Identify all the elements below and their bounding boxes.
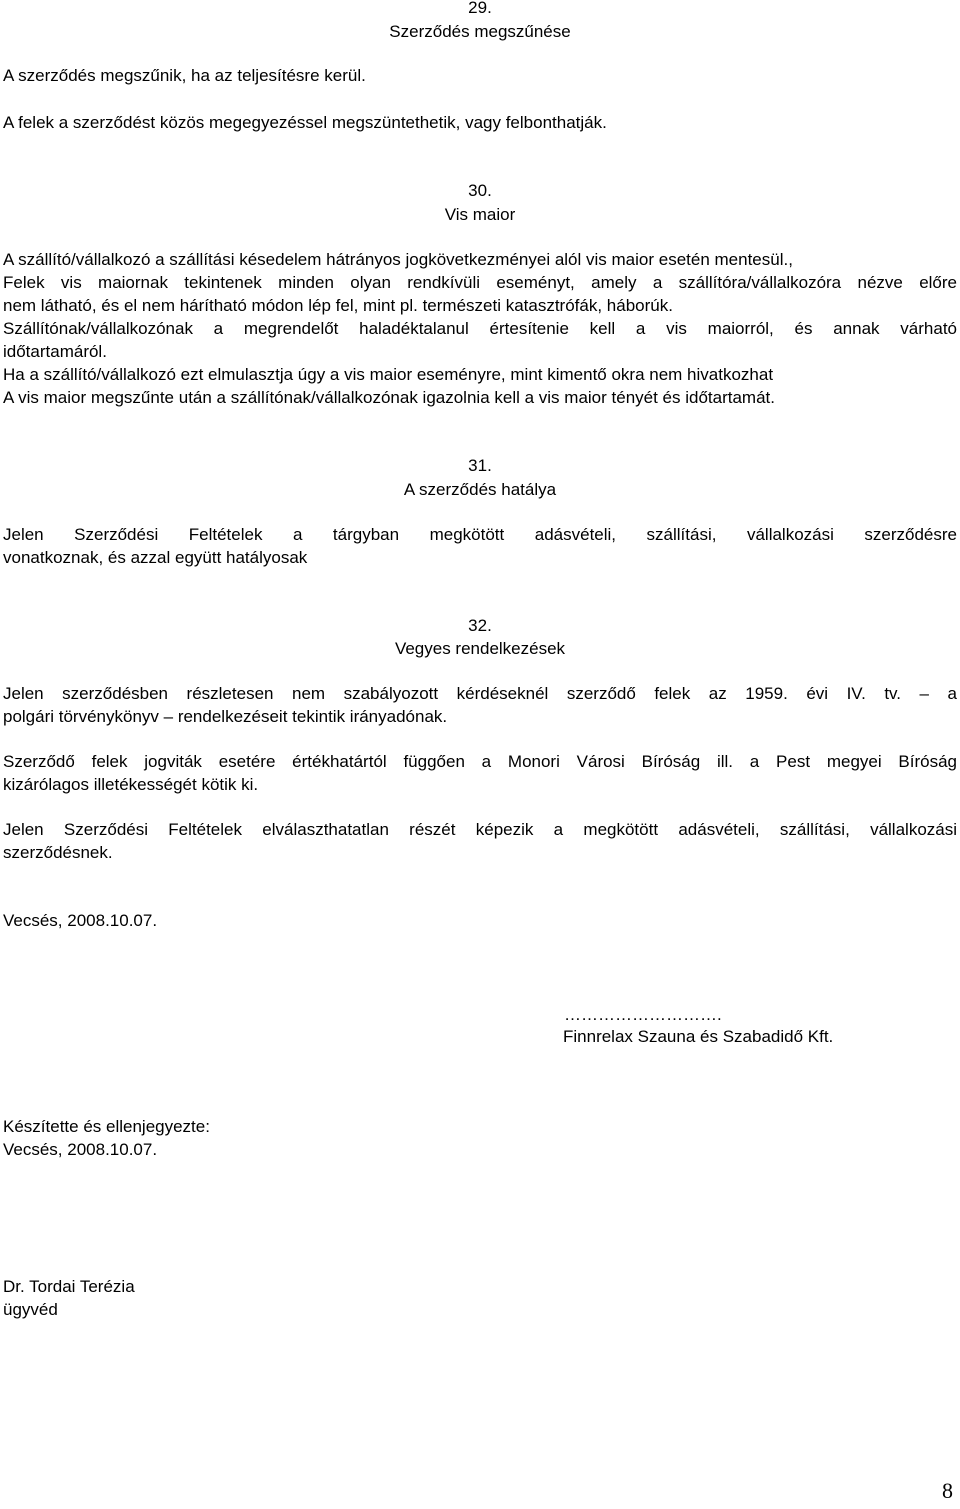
section-31-paragraph-line-2: vonatkoznak, és azzal együtt hatályosak: [3, 548, 308, 567]
lawyer-title: ügyvéd: [3, 1300, 58, 1319]
section-30-paragraph-5: A vis maior megszűnte után a szállítónak/vállalkozónak igazolnia kell a vis maior tényét és időtartamát.: [3, 388, 775, 407]
section-32-paragraph-2-line-1: Szerződő felek jogviták esetére értékhatártól függően a Monori Városi Bíróság ill. a Pest megyei Bíróság: [3, 752, 957, 771]
section-32-paragraph-3-line-2: szerződésnek.: [3, 843, 113, 862]
lawyer-name: Dr. Tordai Terézia: [3, 1277, 135, 1296]
place-date: Vecsés, 2008.10.07.: [3, 911, 158, 930]
section-32-paragraph-1-line-2: polgári törvénykönyv – rendelkezéseit tekintik irányadónak.: [3, 707, 448, 726]
section-32-paragraph-1-line-1: Jelen szerződésben részletesen nem szabályozott kérdéseknél szerződő felek az 1959. évi IV. tv. – a: [3, 684, 957, 703]
section-29-title: Szerződés megszűnése: [389, 22, 571, 41]
section-30-paragraph-2-line-1: Felek vis maiornak tekintenek minden olyan rendkívüli eseményt, amely a szállítóra/vállalkozóra nézve előre: [3, 273, 957, 292]
section-30-paragraph-4: Ha a szállító/vállalkozó ezt elmulasztja úgy a vis maior eseményre, mint kimentő okra nem hivatkozhat: [3, 365, 774, 384]
section-31-number: 31.: [468, 456, 492, 475]
section-32-number: 32.: [468, 616, 492, 635]
section-29-number: 29.: [468, 0, 492, 17]
section-29-line-1: A szerződés megszűnik, ha az teljesítésre kerül.: [3, 66, 366, 85]
prepared-date: Vecsés, 2008.10.07.: [3, 1140, 158, 1159]
signature-line: ……………………….: [564, 1005, 722, 1024]
section-32-title: Vegyes rendelkezések: [394, 639, 566, 658]
section-29-line-2: A felek a szerződést közös megegyezéssel megszüntethetik, vagy felbonthatják.: [3, 113, 607, 132]
section-30-paragraph-2-line-2: nem látható, és el nem hárítható módon lép fel, mint pl. természeti katasztrófák, háborúk.: [3, 296, 673, 315]
prepared-label: Készítette és ellenjegyezte:: [3, 1117, 210, 1136]
page-number: 8: [942, 1478, 953, 1503]
section-30-paragraph-3-line-2: időtartamáról.: [3, 342, 107, 361]
section-30-paragraph-3-line-1: Szállítónak/vállalkozónak a megrendelőt haladéktalanul értesítenie kell a vis maiorról, és annak várható: [3, 319, 957, 338]
section-30-paragraph-1: A szállító/vállalkozó a szállítási késedelem hátrányos jogkövetkezményei alól vis maior esetén mentesül.,: [3, 250, 793, 269]
section-32-paragraph-3-line-1: Jelen Szerződési Feltételek elválaszthatatlan részét képezik a megkötött adásvételi, szállítási, vállalkozási: [3, 820, 957, 839]
section-30-title: Vis maior: [444, 205, 516, 224]
section-31-title: A szerződés hatálya: [403, 480, 557, 499]
section-31-paragraph-line-1: Jelen Szerződési Feltételek a tárgyban megkötött adásvételi, szállítási, vállalkozási szerződésre: [3, 525, 957, 544]
section-32-paragraph-2-line-2: kizárólagos illetékességét kötik ki.: [3, 775, 259, 794]
company-name: Finnrelax Szauna és Szabadidő Kft.: [563, 1027, 834, 1046]
section-30-number: 30.: [468, 181, 492, 200]
